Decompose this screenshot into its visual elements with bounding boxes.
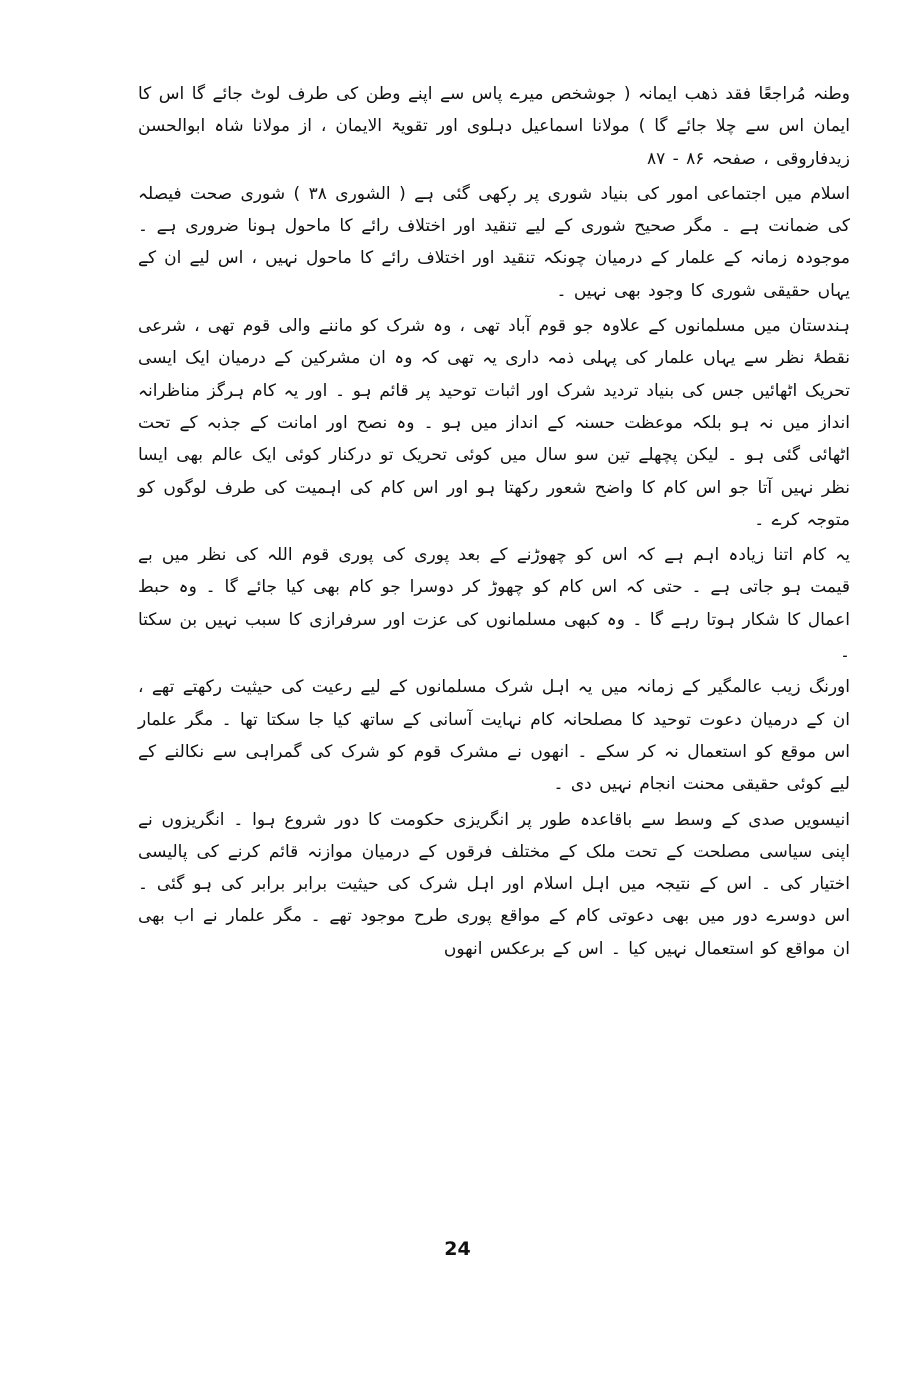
paragraph-hindustan: ہندستان میں مسلمانوں کے علاوہ جو قوم آباد تھی ، وہ شرک کو ماننے والی قوم تھی ، شرعی نقطۂ نظر سے یہاں علمار کی پہلی ذمہ داری یہ تھی کہ وہ ان مشرکین کے درمیان ایک ایسی تحریک اٹھائیں جس کی بنیاد تردید شرک اور اثبات توحید پر قائم ہو ۔ اور یہ کام ہرگز مناظرانہ انداز میں نہ ہو بلکہ موعظت حسنہ کے انداز میں ہو ۔ وہ نصح اور امانت کے جذبہ کے تحت اٹھائی گئی ہو ۔ لیکن پچھلے تین سو سال میں کوئی تحریک تو درکنار کوئی ایک عالم بھی ایسا نظر نہیں آتا جو اس کام کا واضح شعور رکھتا ہو اور اس کام کی اہمیت کی طرف لوگوں کو متوجہ کرے ۔: [138, 316, 850, 530]
paragraph-aurangzeb: اورنگ زیب عالمگیر کے زمانہ میں یہ اہل شرک مسلمانوں کے لیے رعیت کی حیثیت رکھتے تھے ، ان کے درمیان دعوت توحید کا مصلحانہ کام نہایت آسانی کے ساتھ کیا جا سکتا تھا ۔ مگر علمار اس موقع کو استعمال نہ کر سکے ۔ انھوں نے مشرک قوم کو شرک کی گمراہی سے نکالنے کے لیے کوئی حقیقی محنت انجام نہیں دی ۔: [138, 677, 850, 795]
page-number: 24: [444, 1238, 471, 1260]
paragraph-footnote-continuation: وطنہ مُراجعًا فقد ذھب ایمانہ ( جوشخص میرے پاس سے اپنے وطن کی طرف لوٹ جائے گا اس کا ایمان اس سے چلا جائے گا ) مولانا اسماعیل دہلوی اور تقویۃ الایمان ، از مولانا شاہ ابوالحسن زیدفاروقی ، صفحہ ۸۶ - ۸۷: [138, 84, 850, 169]
paragraph-shura: اسلام میں اجتماعی امور کی بنیاد شوری پر رکھی گئی ہے ( الشوری ۳۸ ) شوری صحت فیصلہ کی ضمانت ہے ۔ مگر صحیح شوری کے لیے تنقید اور اختلاف رائے کا ماحول ہونا ضروری ہے ۔ موجودہ زمانہ کے علمار کے درمیان چونکہ تنقید اور اختلاف رائے کا ماحول نہیں ، اس لیے ان کے یہاں حقیقی شوری کا وجود بھی نہیں ۔: [138, 183, 850, 301]
body-text: [138, 78, 850, 968]
paragraph-nineteenth-century: انیسویں صدی کے وسط سے باقاعدہ طور پر انگریزی حکومت کا دور شروع ہوا ۔ انگریزوں نے اپنی سیاسی مصلحت کے تحت ملک کے مختلف فرقوں کے درمیان موازنہ قائم کرنے کی پالیسی اختیار کی ۔ اس کے نتیجہ میں اہل اسلام اور اہل شرک کی حیثیت برابر برابر کی ہو گئی ۔ اس دوسرے دور میں بھی دعوتی کام کے مواقع پوری طرح موجود تھے ۔ مگر علمار نے اب بھی ان مواقع کو استعمال نہیں کیا ۔ اس کے برعکس انھوں: [138, 809, 850, 959]
paragraph-importance: یہ کام اتنا زیادہ اہم ہے کہ اس کو چھوڑنے کے بعد پوری کی پوری قوم اللہ کی نظر میں بے قیمت ہو جاتی ہے ۔ حتی کہ اس کام کو چھوڑ کر دوسرا جو کام بھی کیا جائے گا ۔ وہ حبط اعمال کا شکار ہوتا رہے گا ۔ وہ کبھی مسلمانوں کی عزت اور سرفرازی کا سبب نہیں بن سکتا ۔: [138, 545, 850, 663]
